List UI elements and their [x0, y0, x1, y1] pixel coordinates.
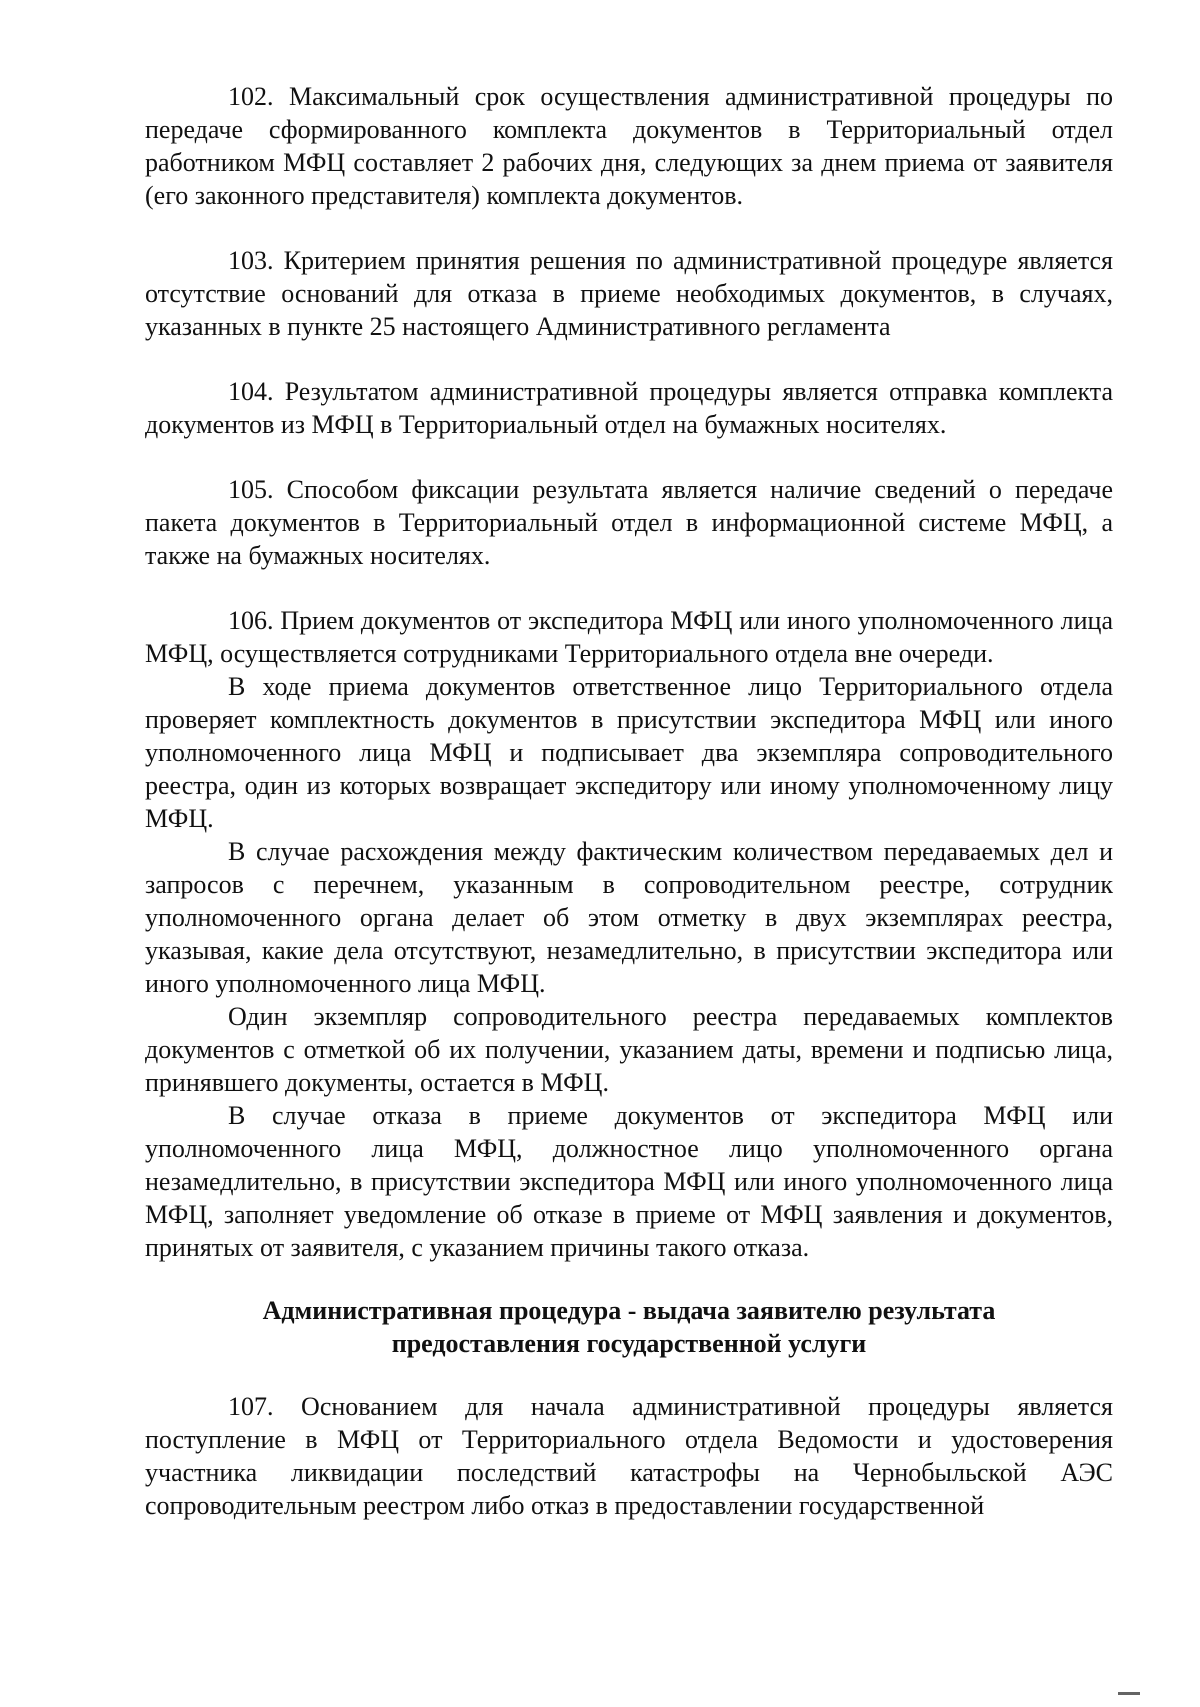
- paragraph-106-copy: Один экземпляр сопроводительного реестра передаваемых комплектов документов с отметкой об их получении, указанием даты, времени и подписью лица, принявшего документы, остается в МФЦ.: [145, 1002, 1113, 1097]
- page-edge-mark: [1118, 1692, 1140, 1701]
- document-body: [145, 80, 1113, 1522]
- section-heading-line-1: Административная процедура - выдача заявителю результата: [262, 1296, 996, 1325]
- paragraph-103: 103. Критерием принятия решения по административной процедуре является отсутствие оснований для отказа в приеме необходимых документов, в случаях, указанных в пункте 25 настоящего Административного регламента: [145, 246, 1113, 341]
- paragraph-105: 105. Способом фиксации результата является наличие сведений о передаче пакета документов в Территориальный отдел в информационной системе МФЦ, а также на бумажных носителях.: [145, 475, 1113, 570]
- paragraph-106-refusal: В случае отказа в приеме документов от экспедитора МФЦ или уполномоченного лица МФЦ, должностное лицо уполномоченного органа незамедлительно, в присутствии экспедитора МФЦ или иного уполномоченного лица МФЦ, заполняет уведомление об отказе в приеме от МФЦ заявления и документов, принятых от заявителя, с указанием причины такого отказа.: [145, 1101, 1113, 1262]
- section-heading-line-2: предоставления государственной услуги: [391, 1329, 867, 1358]
- paragraph-106-discrepancy: В случае расхождения между фактическим количеством передаваемых дел и запросов с перечнем, указанным в сопроводительном реестре, сотрудник уполномоченного органа делает об этом отметку в двух экземплярах реестра, указывая, какие дела отсутствуют, незамедлительно, в присутствии экспедитора или иного уполномоченного лица МФЦ.: [145, 837, 1113, 998]
- paragraph-102: 102. Максимальный срок осуществления административной процедуры по передаче сформированного комплекта документов в Территориальный отдел работником МФЦ составляет 2 рабочих дня, следующих за днем приема от заявителя (его законного представителя) комплекта документов.: [145, 82, 1113, 210]
- paragraph-107: 107. Основанием для начала административной процедуры является поступление в МФЦ от Территориального отдела Ведомости и удостоверения участника ликвидации последствий катастрофы на Чернобыльской АЭС сопроводительным реестром либо отказ в предоставлении государственной: [145, 1392, 1113, 1520]
- section-heading: [145, 1294, 1113, 1360]
- paragraph-106: 106. Прием документов от экспедитора МФЦ или иного уполномоченного лица МФЦ, осуществляется сотрудниками Территориального отдела вне очереди.: [145, 606, 1113, 668]
- paragraph-106-reception: В ходе приема документов ответственное лицо Территориального отдела проверяет комплектность документов в присутствии экспедитора МФЦ или иного уполномоченного лица МФЦ и подписывает два экземпляра сопроводительного реестра, один из которых возвращает экспедитору или иному уполномоченному лицу МФЦ.: [145, 672, 1113, 833]
- paragraph-104: 104. Результатом административной процедуры является отправка комплекта документов из МФЦ в Территориальный отдел на бумажных носителях.: [145, 377, 1113, 439]
